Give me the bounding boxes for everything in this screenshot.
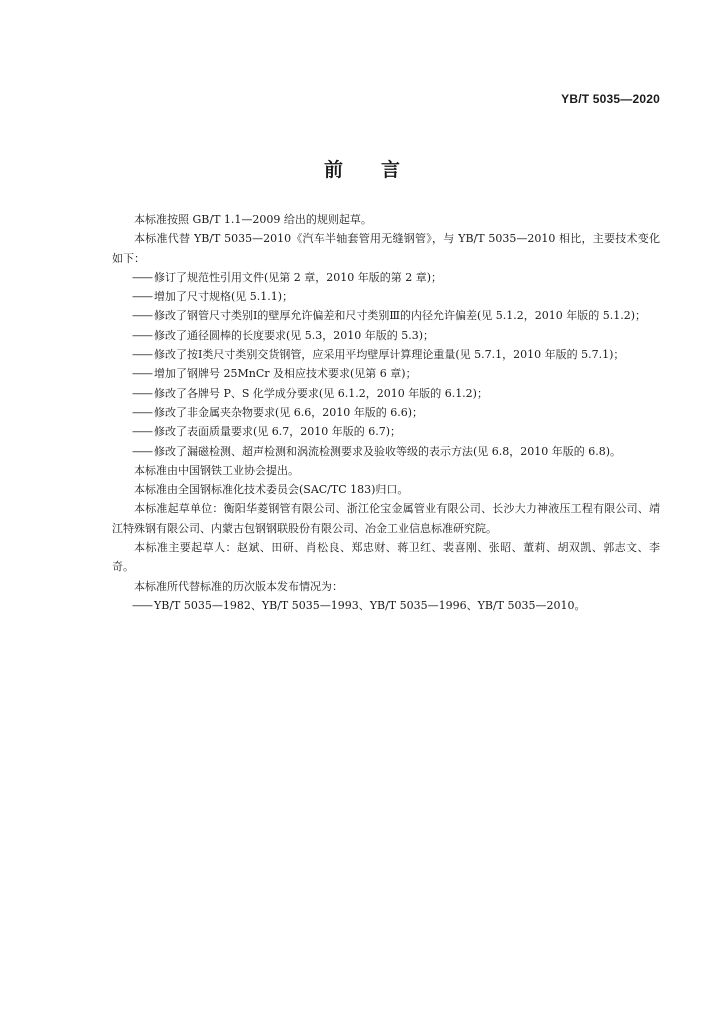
list-item-text: 增加了钢牌号 25MnCr 及相应技术要求(见第 6 章)；	[154, 367, 417, 381]
list-item-text: 修改了按Ⅰ类尺寸类别交货钢管，应采用平均壁厚计算理论重量(见 5.7.1，2010 年版的 5.7.1)；	[154, 348, 625, 362]
dash: ——	[132, 425, 152, 439]
list-item-text: 修改了漏磁检测、超声检测和涡流检测要求及验收等级的表示方法(见 6.8，2010 年版的 6.8)。	[154, 444, 622, 458]
paragraph-technical-committee: 本标准由全国钢标准化技术委员会(SAC/TC 183)归口。	[134, 483, 409, 497]
list-item	[112, 345, 660, 364]
title-char-1: 前	[323, 159, 343, 181]
paragraph-history-intro: 本标准所代替标准的历次版本发布情况为：	[134, 579, 343, 593]
dash: ——	[132, 405, 152, 419]
list-item-text: 修改了钢管尺寸类别Ⅰ的壁厚允许偏差和尺寸类别Ⅲ的内径允许偏差(见 5.1.2，2010 年版的 5.1.2)；	[154, 309, 646, 323]
paragraph-drafters: 本标准主要起草人：赵斌、田研、肖松良、郑忠财、蒋卫红、裴喜刚、张昭、董莉、胡双凯、郭志文、李奇。	[112, 541, 660, 574]
list-item	[112, 403, 660, 422]
paragraph-drafting-rules: 本标准按照 GB/T 1.1—2009 给出的规则起草。	[134, 213, 372, 226]
list-item-text: 修改了各牌号 P、S 化学成分要求(见 6.1.2，2010 年版的 6.1.2)；	[154, 386, 488, 400]
list-item-text: 修改了表面质量要求(见 6.7，2010 年版的 6.7)；	[154, 425, 402, 439]
list-item	[112, 384, 660, 403]
dash: ——	[132, 290, 152, 304]
list-item-text: 修订了规范性引用文件(见第 2 章，2010 年版的第 2 章)；	[154, 270, 443, 284]
history-item	[112, 596, 660, 615]
foreword-body	[112, 210, 660, 615]
paragraph-replacement: 本标准代替 YB/T 5035—2010《汽车半轴套管用无缝钢管》，与 YB/T 5035—2010 相比，主要技术变化如下：	[112, 232, 660, 265]
paragraph-proposer: 本标准由中国钢铁工业协会提出。	[134, 463, 299, 477]
dash: ——	[132, 348, 152, 362]
dash: ——	[132, 309, 152, 323]
list-item-text: 修改了非金属夹杂物要求(见 6.6，2010 年版的 6.6)；	[154, 405, 424, 419]
dash: ——	[132, 444, 152, 458]
list-item	[112, 442, 660, 461]
list-item	[112, 306, 660, 325]
paragraph-drafting-units: 本标准起草单位：衡阳华菱钢管有限公司、浙江伦宝金属管业有限公司、长沙大力神液压工程有限公司、靖江特殊钢有限公司、内蒙古包钢钢联股份有限公司、冶金工业信息标准研究院。	[112, 502, 660, 535]
dash: ——	[132, 328, 152, 342]
list-item	[112, 364, 660, 383]
dash: ——	[132, 386, 152, 400]
list-item	[112, 268, 660, 287]
dash: ——	[132, 367, 152, 381]
standard-code: YB/T 5035—2020	[561, 92, 660, 106]
dash: ——	[132, 270, 152, 284]
history-text: YB/T 5035—1982、YB/T 5035—1993、YB/T 5035—1996、YB/T 5035—2010。	[154, 598, 586, 612]
dash: ——	[132, 598, 152, 612]
list-item	[112, 287, 660, 306]
list-item-text: 增加了尺寸规格(见 5.1.1)；	[154, 290, 294, 304]
changes-list	[112, 268, 660, 461]
title-char-2: 言	[381, 159, 401, 181]
list-item	[112, 422, 660, 441]
list-item-text: 修改了通径圆棒的长度要求(见 5.3，2010 年版的 5.3)；	[154, 328, 435, 342]
page-title	[0, 155, 724, 182]
list-item	[112, 326, 660, 345]
